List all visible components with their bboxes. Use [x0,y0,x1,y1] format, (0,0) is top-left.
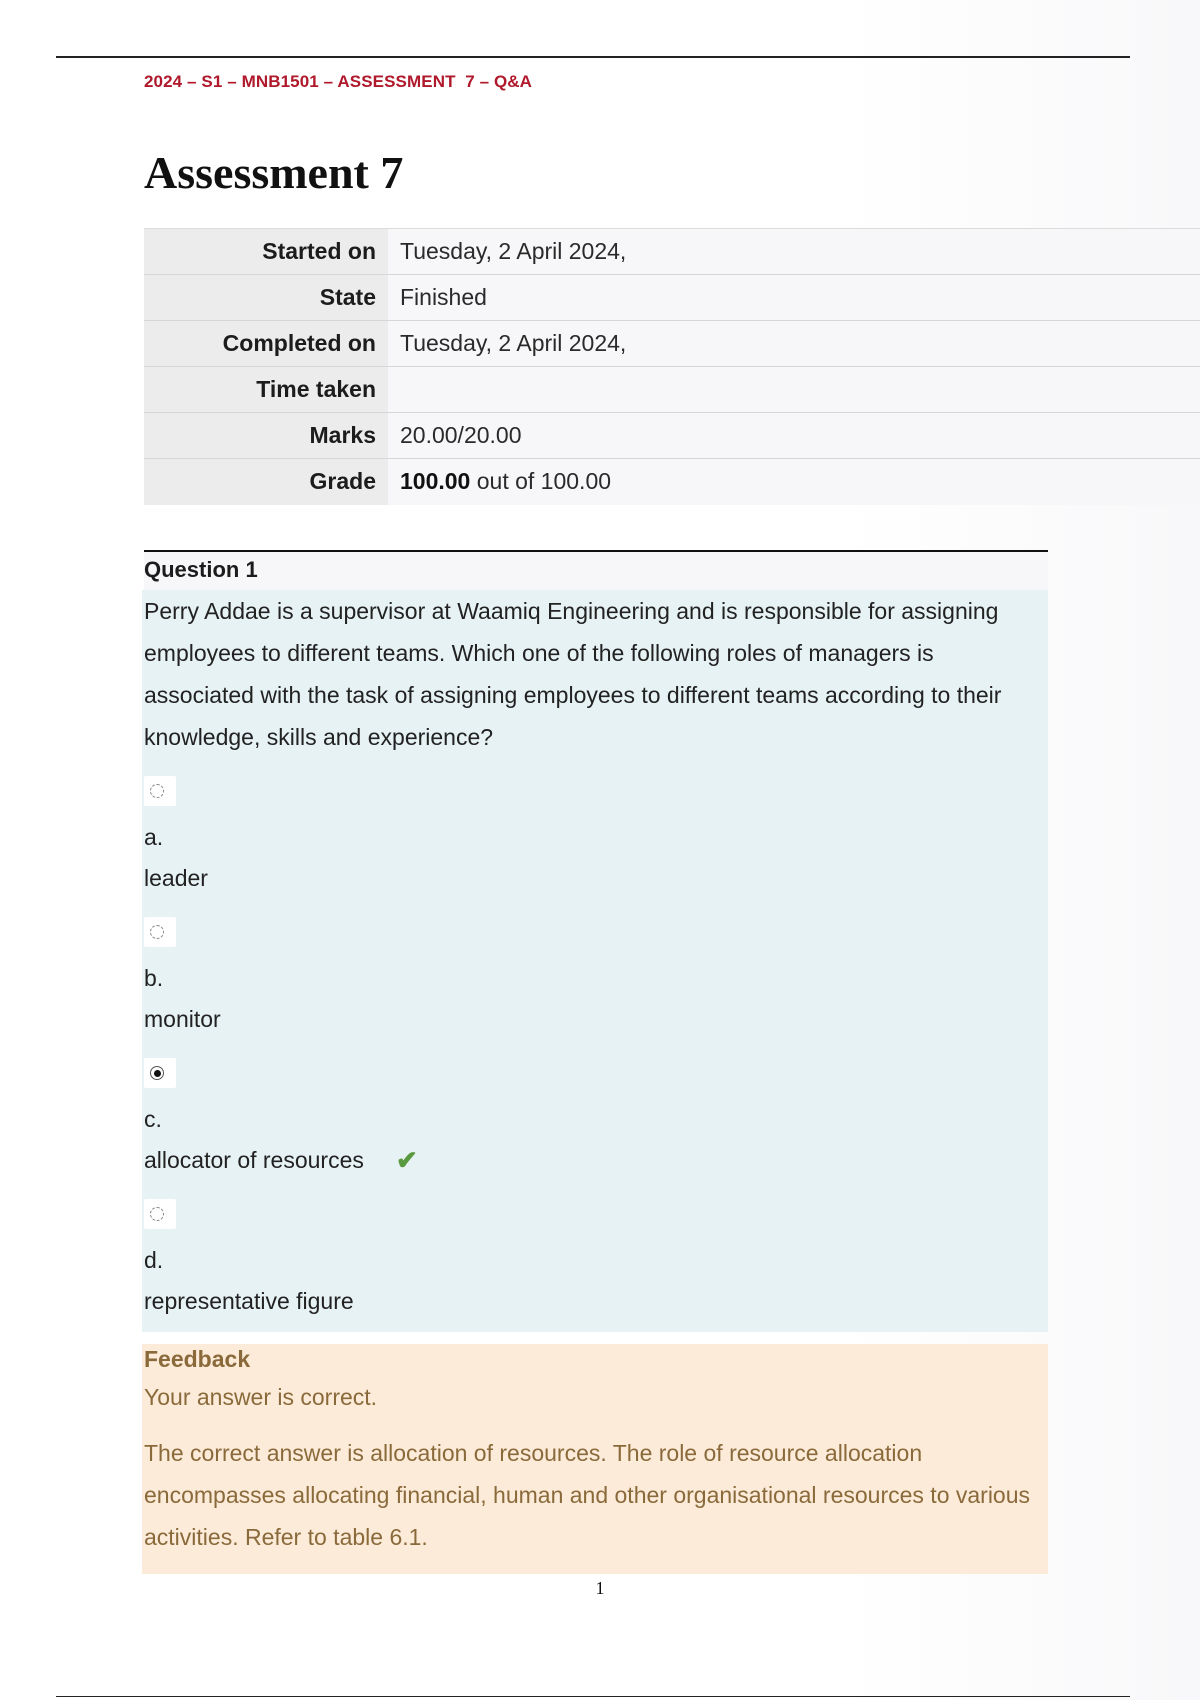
feedback-result: Your answer is correct. [144,1384,378,1410]
check-icon: ✔ [396,1145,418,1175]
summary-value: Finished [388,275,1200,321]
option-d-text: representative figure [144,1288,354,1314]
option-b-text: monitor [144,1006,221,1032]
summary-value [388,459,1200,505]
question-body [142,590,1048,1332]
summary-value: Tuesday, 2 April 2024, [388,229,1200,275]
summary-label: Marks [144,413,388,459]
question-heading: Question 1 [144,550,1048,592]
summary-row-marks [144,413,1200,459]
summary-value: Tuesday, 2 April 2024, [388,321,1200,367]
option-b-radio[interactable] [144,917,176,947]
summary-row-time-taken [144,367,1200,413]
option-a-radio[interactable] [144,776,176,806]
radio-selected-icon [150,1066,164,1080]
radio-circle-icon [150,1207,164,1221]
feedback-panel [142,1344,1048,1574]
summary-row-grade [144,459,1200,505]
option-c-letter: c. [144,1106,162,1132]
document-header: 2024 – S1 – MNB1501 – ASSESSMENT 7 – Q&A [144,72,533,91]
page-number: 1 [595,1578,605,1598]
top-rule [56,56,1130,58]
summary-value [388,367,1200,413]
attempt-summary-table [144,228,1200,505]
option-a-text: leader [144,865,208,891]
radio-circle-icon [150,784,164,798]
summary-value: 20.00/20.00 [388,413,1200,459]
summary-label: Started on [144,229,388,275]
page-title: Assessment 7 [144,147,404,198]
option-b-letter: b. [144,965,164,991]
option-a-letter: a. [144,824,164,850]
radio-circle-icon [150,925,164,939]
summary-label: Grade [144,459,388,505]
grade-out-of: out of 100.00 [470,468,612,495]
feedback-explanation: The correct answer is allocation of resources. The role of resource allocation encompasses allocating financial, human and other organisational resources to various activities. Refer to table 6.1. [144,1440,1031,1550]
grade-score: 100.00 [400,468,471,495]
option-d-radio[interactable] [144,1199,176,1229]
summary-label: State [144,275,388,321]
summary-row-state [144,275,1200,321]
summary-row-completed-on [144,321,1200,367]
option-c-text: allocator of resources [144,1147,364,1173]
question-text: Perry Addae is a supervisor at Waamiq Engineering and is responsible for assigning employees to different teams. Which one of the following roles of managers is associated with the task of assigning employees to different teams according to their knowledge, skills and experience? [144,598,1002,750]
summary-row-started-on [144,229,1200,275]
summary-label: Completed on [144,321,388,367]
feedback-title: Feedback [144,1346,251,1372]
option-d-letter: d. [144,1247,164,1273]
bottom-rule [56,1696,1130,1697]
summary-label: Time taken [144,367,388,413]
option-c-radio[interactable] [144,1058,176,1088]
